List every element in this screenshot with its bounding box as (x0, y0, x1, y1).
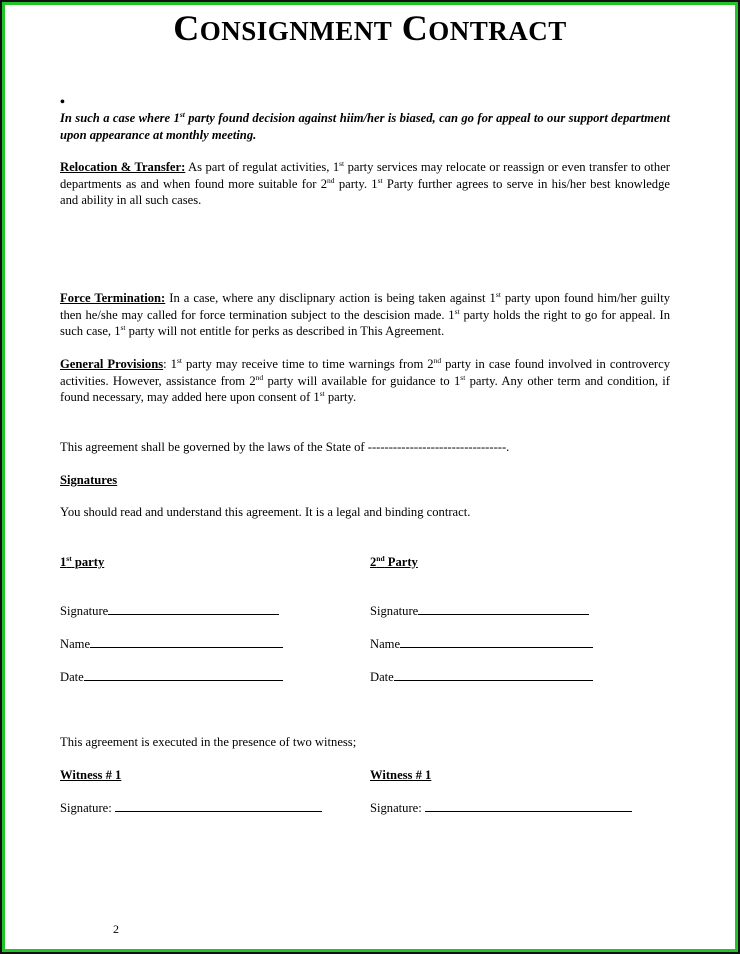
party1-signature-line[interactable] (108, 603, 279, 615)
party2-name-field[interactable]: Name (370, 636, 593, 652)
party1-date-line[interactable] (84, 669, 283, 681)
party1-heading: 1st party (60, 553, 105, 569)
page-number: 2 (113, 922, 119, 936)
witness1-signature-field[interactable]: Signature: (60, 800, 322, 816)
party1-name-field[interactable]: Name (60, 636, 283, 652)
witness1-heading: Witness # 1 (60, 768, 122, 782)
title-word-1: ONSIGNMENT (199, 16, 393, 46)
party2-date-field[interactable]: Date (370, 669, 593, 685)
appeal-paragraph: In such a case where 1st party found decision against hiim/her is biased, can go for appeal to our support department upon appearance at monthly meeting. (60, 109, 670, 142)
governing-law-line: This agreement shall be governed by the laws of the State of ---------------------------------. (60, 440, 510, 454)
read-notice: You should read and understand this agreement. It is a legal and binding contract. (60, 505, 471, 519)
title-cap-2: C (401, 8, 429, 48)
general-provisions-heading: General Provisions (60, 357, 164, 371)
termination-heading: Force Termination: (60, 291, 166, 305)
party1-signature-field[interactable]: Signature (60, 603, 279, 619)
witness-intro: This agreement is executed in the presence of two witness; (60, 735, 357, 749)
party2-signature-field[interactable]: Signature (370, 603, 589, 619)
termination-paragraph: Force Termination: In a case, where any disclipnary action is being taken against 1st party upon found him/her guilty then he/she may called for force termination subject to the descision made. 1st party holds the right to go for appeal. In such case, 1st party will not entitle for perks as described in This Agreement. (60, 289, 671, 338)
witness1-signature-line[interactable] (115, 800, 322, 812)
signatures-heading: Signatures (60, 473, 118, 487)
document-title (5, 7, 735, 49)
witness2-heading: Witness # 1 (370, 768, 432, 782)
title-word-2: ONTRACT (428, 16, 567, 46)
party1-date-field[interactable]: Date (60, 669, 283, 685)
general-provisions-paragraph: General Provisions: 1st party may receive time to time warnings from 2nd party in case found involved in controvercy activities. However, assistance from 2nd party will available for guidance to 1st party. Any other term and condition, if found necessary, may added here upon consent of 1st party. (60, 355, 670, 404)
relocation-heading: Relocation & Transfer: (60, 160, 186, 174)
witness2-signature-field[interactable]: Signature: (370, 800, 632, 816)
document-page (2, 2, 738, 952)
party2-date-line[interactable] (394, 669, 593, 681)
title-cap-1: C (173, 8, 200, 48)
party2-heading: 2nd Party (370, 553, 418, 569)
bullet-point: • (60, 95, 65, 110)
party2-name-line[interactable] (400, 636, 593, 648)
party2-signature-line[interactable] (418, 603, 589, 615)
witness2-signature-line[interactable] (425, 800, 632, 812)
relocation-paragraph: Relocation & Transfer: As part of regulat activities, 1st party services may relocate or reassign or even transfer to other departments as and when found more suitable for 2nd party. 1st Party further agrees to serve in his/her best knowledge and ability in all such cases. (60, 158, 670, 207)
party1-name-line[interactable] (90, 636, 283, 648)
